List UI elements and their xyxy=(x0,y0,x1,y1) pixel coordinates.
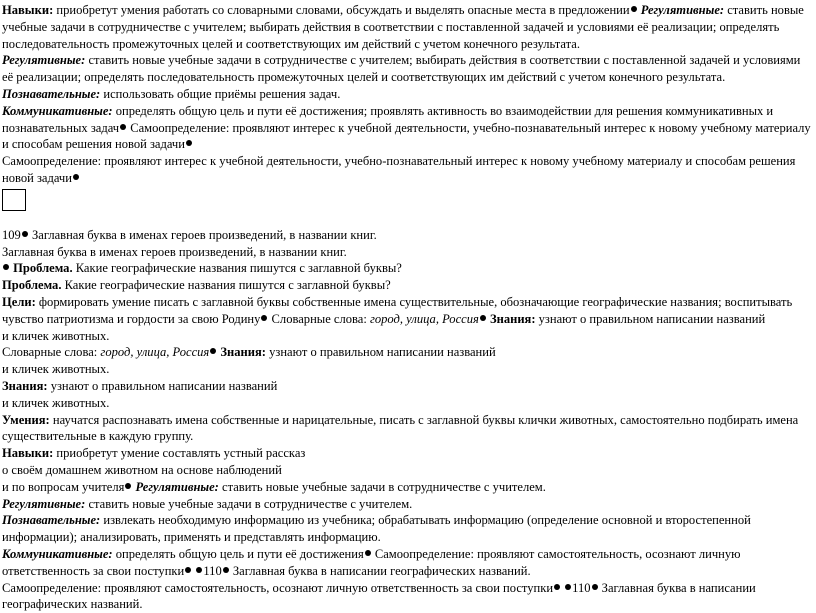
paragraph-communicative-1 xyxy=(2,103,814,153)
paragraph-self-determination-1 xyxy=(2,153,814,187)
paragraph-lesson-title xyxy=(2,244,814,261)
paragraph-communicative-2 xyxy=(2,546,814,580)
bullet-icon xyxy=(120,124,126,130)
text: узнают о правильном написании названий xyxy=(536,312,766,326)
bullet-icon xyxy=(185,567,191,573)
text: ставить новые учебные задачи в сотрудничестве с учителем; выбирать действия в соответствии с поставленной задачей и условиями её реализации; определять последовательность промежуточных целей и соответствующих им действий с учетом конечного результата. xyxy=(2,53,800,84)
text: Самоопределение: проявляют самостоятельность, осознают личную ответственность за свои поступки xyxy=(2,547,741,578)
text: Самоопределение: проявляют самостоятельность, осознают личную ответственность за свои поступки xyxy=(2,581,553,595)
label-skills: Навыки: xyxy=(2,446,53,460)
vocabulary-words: город, улица, Россия xyxy=(100,345,209,359)
text: ставить новые учебные задачи в сотрудничестве с учителем. xyxy=(85,497,412,511)
text: Самоопределение: проявляют интерес к учебной деятельности, учебно-познавательный интерес к новому учебному материалу и способам решения новой задачи xyxy=(2,154,795,185)
text: узнают о правильном написании названий xyxy=(48,379,278,393)
text: Самоопределение: проявляют интерес к учебной деятельности, учебно-познавательный интерес к новому учебному материалу и способам решения новой задачи xyxy=(2,121,811,152)
label-knowledge: Знания: xyxy=(487,312,536,326)
text: Какие географические названия пишутся с заглавной буквы? xyxy=(73,261,402,275)
image-placeholder-area xyxy=(2,187,814,227)
bullet-icon xyxy=(554,584,560,590)
text: ставить новые учебные задачи в сотрудничестве с учителем. xyxy=(219,480,546,494)
bullet-icon xyxy=(565,584,571,590)
paragraph-skills-2-line3 xyxy=(2,479,814,496)
paragraph-skills-2-line2: о своём домашнем животном на основе наблюдений xyxy=(2,462,814,479)
paragraph-lesson-109 xyxy=(2,227,814,244)
paragraph-vocabulary xyxy=(2,344,814,361)
text: и по вопросам учителя xyxy=(2,480,124,494)
text: Словарные слова: xyxy=(268,312,370,326)
paragraph-knowledge-line2: и кличек животных. xyxy=(2,395,814,412)
bullet-icon xyxy=(631,6,637,12)
bullet-icon xyxy=(365,550,371,556)
label-regulative: Регулятивные: xyxy=(132,480,218,494)
label-cognitive: Познавательные: xyxy=(2,513,100,527)
paragraph-regulative-1 xyxy=(2,52,814,86)
paragraph-knowledge xyxy=(2,378,814,395)
text: научатся распознавать имена собственные и нарицательные, писать с заглавной буквы клички животных, самостоятельно подбирать имена существительные в каждую группу. xyxy=(2,413,798,444)
bullet-icon xyxy=(261,315,267,321)
paragraph-abilities xyxy=(2,412,814,446)
lesson-number: 110 xyxy=(203,564,221,578)
text: узнают о правильном написании названий xyxy=(266,345,496,359)
label-communicative: Коммуникативные: xyxy=(2,104,113,118)
bullet-icon xyxy=(592,584,598,590)
paragraph-regulative-2 xyxy=(2,496,814,513)
text: Заглавная буква в написании географических названий. xyxy=(2,581,756,612)
text: извлекать необходимую информацию из учебника; обрабатывать информацию (определение основной и второстепенной информации); анализировать, применять и представлять информацию. xyxy=(2,513,751,544)
label-knowledge: Знания: xyxy=(2,379,48,393)
label-regulative: Регулятивные: xyxy=(2,497,85,511)
label-abilities: Умения: xyxy=(2,413,50,427)
text: ставить новые учебные задачи в сотрудничестве с учителем; выбирать действия в соответствии с поставленной задачей и условиями её реализации; определять последовательность промежуточных целей и соответствующих им действий с учетом конечного результата. xyxy=(2,3,804,51)
label-knowledge: Знания: xyxy=(217,345,266,359)
label-regulative: Регулятивные: xyxy=(2,53,85,67)
lesson-number: 110 xyxy=(572,581,590,595)
vocabulary-words: город, улица, Россия xyxy=(370,312,479,326)
paragraph-cognitive-1 xyxy=(2,86,814,103)
bullet-icon xyxy=(3,264,9,270)
paragraph-goals-line2: и кличек животных. xyxy=(2,328,814,345)
text: Словарные слова: xyxy=(2,345,100,359)
paragraph-skills-2 xyxy=(2,445,814,462)
text: определять общую цель и пути её достижения xyxy=(113,547,364,561)
text: Заглавная буква в написании географических названий. xyxy=(230,564,531,578)
bullet-icon xyxy=(186,140,192,146)
bullet-icon xyxy=(125,483,131,489)
text: Заглавная буква в именах героев произведений, в названии книг. xyxy=(29,228,377,242)
paragraph-goals xyxy=(2,294,814,328)
label-problem: Проблема. xyxy=(10,261,73,275)
label-communicative: Коммуникативные: xyxy=(2,547,113,561)
text: определять общую цель и пути её достижения; проявлять активность во взаимодействии для решения коммуникативных и познавательных задач xyxy=(2,104,773,135)
bullet-icon xyxy=(210,348,216,354)
label-cognitive: Познавательные: xyxy=(2,87,100,101)
text: использовать общие приёмы решения задач. xyxy=(100,87,340,101)
bullet-icon xyxy=(480,315,486,321)
text: приобретут умения работать со словарными словами, обсуждать и выделять опасные места в предложении xyxy=(53,3,629,17)
paragraph-vocabulary-line2: и кличек животных. xyxy=(2,361,814,378)
text: Какие географические названия пишутся с заглавной буквы? xyxy=(61,278,390,292)
paragraph-skills-1 xyxy=(2,2,814,52)
label-skills: Навыки: xyxy=(2,3,53,17)
paragraph-problem-1 xyxy=(2,260,814,277)
label-regulative: Регулятивные: xyxy=(638,3,724,17)
paragraph-problem-2 xyxy=(2,277,814,294)
text: приобретут умение составлять устный рассказ xyxy=(53,446,305,460)
bullet-icon xyxy=(223,567,229,573)
paragraph-self-determination-2 xyxy=(2,580,814,613)
text: формировать умение писать с заглавной буквы собственные имена существительные, обозначающие географические названия; воспитывать чувство патриотизма и гордости за свою Родину xyxy=(2,295,792,326)
paragraph-cognitive-2 xyxy=(2,512,814,546)
label-goals: Цели: xyxy=(2,295,36,309)
bullet-icon xyxy=(196,567,202,573)
bullet-icon xyxy=(22,231,28,237)
image-placeholder-icon xyxy=(2,189,26,211)
lesson-number: 109 xyxy=(2,228,21,242)
bullet-icon xyxy=(73,174,79,180)
label-problem: Проблема. xyxy=(2,278,61,292)
text: Заглавная буква в именах героев произведений, в названии книг. xyxy=(2,245,347,259)
